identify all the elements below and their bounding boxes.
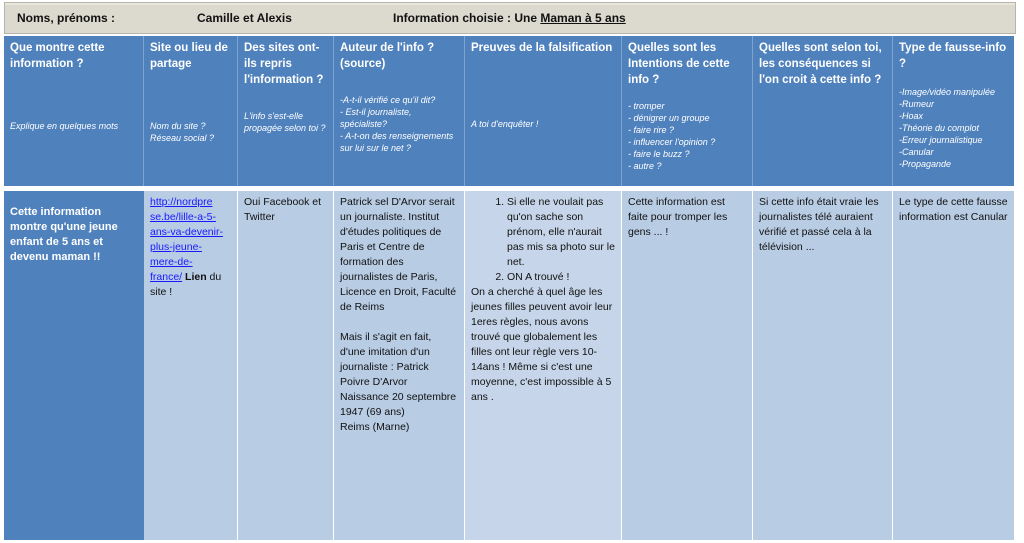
col-header-author: Auteur de l'info ? (source) -A-t-il vérifié ce qu'il dit? - Est-il journaliste, spécialiste? - A-t-on des renseignements sur lui sur le net ? bbox=[334, 36, 465, 186]
cell-author: Patrick sel D'Arvor serait un journaliste. Institut d'études politiques de Paris et Centre de formation des journalistes de Paris, Licence en Droit, Faculté de Reims Mais il s'agit en fait, d'une imitation d'un journaliste : Patrick Poivre D'Arvor Naissance 20 septembre 1947 (69 ans) Reims (Marne) bbox=[334, 191, 465, 540]
col-header-site: Site ou lieu de partage Nom du site ? Réseau social ? bbox=[144, 36, 238, 186]
col-header-intentions: Quelles sont les Intentions de cette info ? - tromper - dénigrer un groupe - faire rire ? - influencer l'opinion ? - faire le buzz ? - autre ? bbox=[622, 36, 753, 186]
info-value: Maman à 5 ans bbox=[540, 11, 626, 25]
cell-proofs: 1. Si elle ne voulait pas qu'on sache son prénom, elle n'aurait pas mis sa photo sur le net. 2. ON A trouvé ! On a cherché à quel âge les jeunes filles peuvent avoir leur 1eres règles, nous avons trouvé que globalement les filles ont leur règle vers 10-14ans ! Même si c'est une moyenne, c'est impossible à 5 ans . bbox=[465, 191, 622, 540]
source-link[interactable]: http://nordpre se.be/lille-a-5- ans-va-devenir- plus-jeune- mere-de- france/ bbox=[150, 196, 223, 283]
cell-site: http://nordpre se.be/lille-a-5- ans-va-devenir- plus-jeune- mere-de- france/ Lien du site ! bbox=[144, 191, 238, 540]
fake-news-table bbox=[4, 36, 1014, 540]
header-bar bbox=[4, 2, 1016, 34]
cell-what: Cette information montre qu'une jeune enfant de 5 ans et devenu maman !! bbox=[4, 191, 144, 540]
col-header-type: Type de fausse-info ? -Image/vidéo manipulée -Rumeur -Hoax -Théorie du complot -Erreur journalistique -Canular -Propagande bbox=[893, 36, 1014, 186]
col-header-what: Que montre cette information ? Explique en quelques mots bbox=[4, 36, 144, 186]
names-value: Camille et Alexis bbox=[197, 11, 292, 25]
col-header-propagation: Des sites ont-ils repris l'information ? L'info s'est-elle propagée selon toi ? bbox=[238, 36, 334, 186]
col-header-proofs: Preuves de la falsification A toi d'enquêter ! bbox=[465, 36, 622, 186]
cell-propagation: Oui Facebook et Twitter bbox=[238, 191, 334, 540]
info-label: Information choisie : Une Maman à 5 ans bbox=[393, 11, 626, 25]
proof-item: 1. Si elle ne voulait pas qu'on sache son prénom, elle n'aurait pas mis sa photo sur le net. bbox=[507, 195, 615, 270]
cell-type: Le type de cette fausse information est Canular bbox=[893, 191, 1014, 540]
cell-intentions: Cette information est faite pour tromper les gens ... ! bbox=[622, 191, 753, 540]
proof-item: 2. ON A trouvé ! bbox=[507, 270, 615, 285]
proofs-list bbox=[471, 195, 615, 285]
cell-consequences: Si cette info était vraie les journalistes télé auraient vérifié et passé cela à la télévision ... bbox=[753, 191, 893, 540]
names-label: Noms, prénoms : bbox=[17, 11, 116, 25]
col-header-consequences: Quelles sont selon toi, les conséquences si l'on croit à cette info ? bbox=[753, 36, 893, 186]
